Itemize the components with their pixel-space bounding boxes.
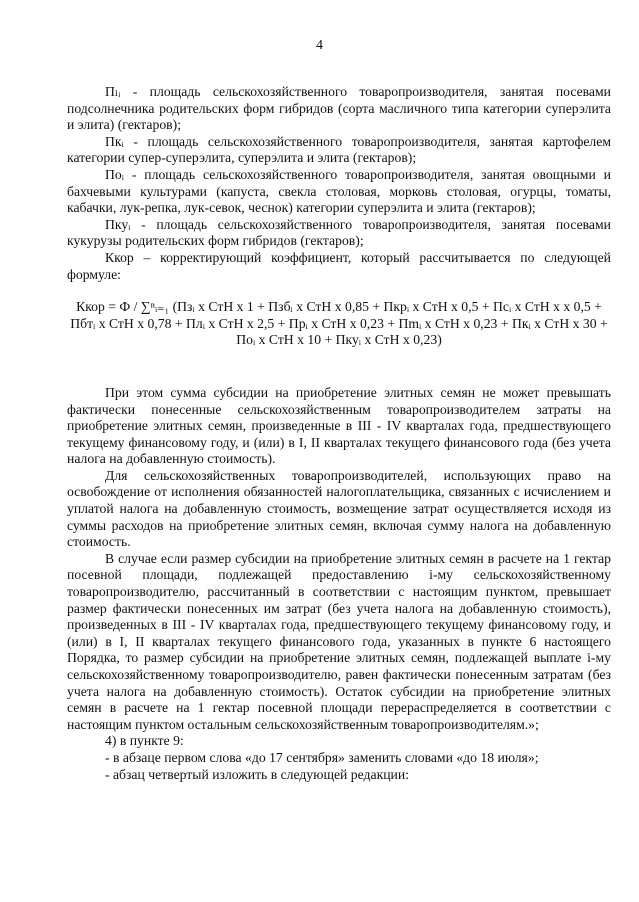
coefficient-formula: Ккор = Ф / ∑ⁿᵢ₌₁ (Пзᵢ х СтН х 1 + Пзбᵢ х СтН х 0,85 + Пкрᵢ х СтН х 0,5 + Пcᵢ х СтН х х 0,5 + Пбтᵢ х СтН х 0,78 + Плᵢ х СтН х 2,5 + Прᵢ х СтН х 0,23 + Пmᵢ х СтН х 0,23 + Пкᵢ х СтН х 30 + Поᵢ х СтН х 10 + Пкуᵢ х СтН х 0,23) xyxy=(70,299,608,348)
definition-paragraph: Пкᵢ - площадь сельскохозяйственного товаропроизводителя, занятая картофелем категории супер-суперэлита, суперэлита и элита (гектаров); xyxy=(67,133,611,166)
document-body xyxy=(67,84,611,783)
page-number: 4 xyxy=(316,38,323,53)
body-paragraph: При этом сумма субсидии на приобретение элитных семян не может превышать фактически понесенные сельскохозяйственным товаропроизводителем затраты на приобретение элитных семян, произведенные в III - IV кварталах года, предшествующего текущему финансовому году, и (или) в I, II кварталах текущего финансового года (без учета налога на добавленную стоимость). xyxy=(67,384,611,467)
definition-paragraph: Поᵢ - площадь сельскохозяйственного товаропроизводителя, занятая овощными и бахчевыми культурами (капуста, свекла столовая, морковь столовая, огурцы, томаты, кабачки, лук-репка, лук-севок, чеснок) категории суперэлита и элита (гектаров); xyxy=(67,166,611,216)
body-paragraph: Для сельскохозяйственных товаропроизводителей, использующих право на освобождение от исполнения обязанностей налогоплательщика, связанных с исчислением и уплатой налога на добавленную стоимость, возмещение затрат осуществляется исходя из суммы расходов на приобретение элитных семян, включая сумму налога на добавленную стоимость. xyxy=(67,467,611,550)
body-paragraph: В случае если размер субсидии на приобретение элитных семян в расчете на 1 гектар посевной площади, подлежащей предоставлению i-му сельскохозяйственному товаропроизводителю, рассчитанный в соответствии с настоящим пунктом, превышает размер фактически понесенных им затрат (без учета налога на добавленную стоимость), произведенных в III - IV кварталах года, предшествующего текущему финансовому году, и (или) в I, II кварталах текущего финансового года, указанных в пункте 6 настоящего Порядка, то размер субсидии на приобретение элитных семян, подлежащей выплате i-му сельскохозяйственному товаропроизводителю, равен фактически понесенным затратам (без учета налога на добавленную стоимость). Остаток субсидии на приобретение элитных семян в расчете на 1 гектар посевной площади перераспределяется в соответствии с настоящим пунктом остальным сельскохозяйственным товаропроизводителям.»; xyxy=(67,550,611,732)
definition-paragraph: Пₗᵢ - площадь сельскохозяйственного товаропроизводителя, занятая посевами подсолнечника родительских форм гибридов (сорта масличного типа категории суперэлита и элита) (гектаров); xyxy=(67,84,611,133)
definition-paragraph: Ккор – корректирующий коэффициент, который рассчитывается по следующей формуле: xyxy=(67,249,611,282)
list-item: 4) в пункте 9: xyxy=(105,733,184,749)
list-item: - абзац четвертый изложить в следующей редакции: xyxy=(105,766,410,782)
definition-paragraph: Пкуᵢ - площадь сельскохозяйственного товаропроизводителя, занятая посевами кукурузы родительских форм гибридов (гектаров); xyxy=(67,216,611,249)
list-item: - в абзаце первом слова «до 17 сентября» заменить словами «до 18 июля»; xyxy=(105,749,539,765)
